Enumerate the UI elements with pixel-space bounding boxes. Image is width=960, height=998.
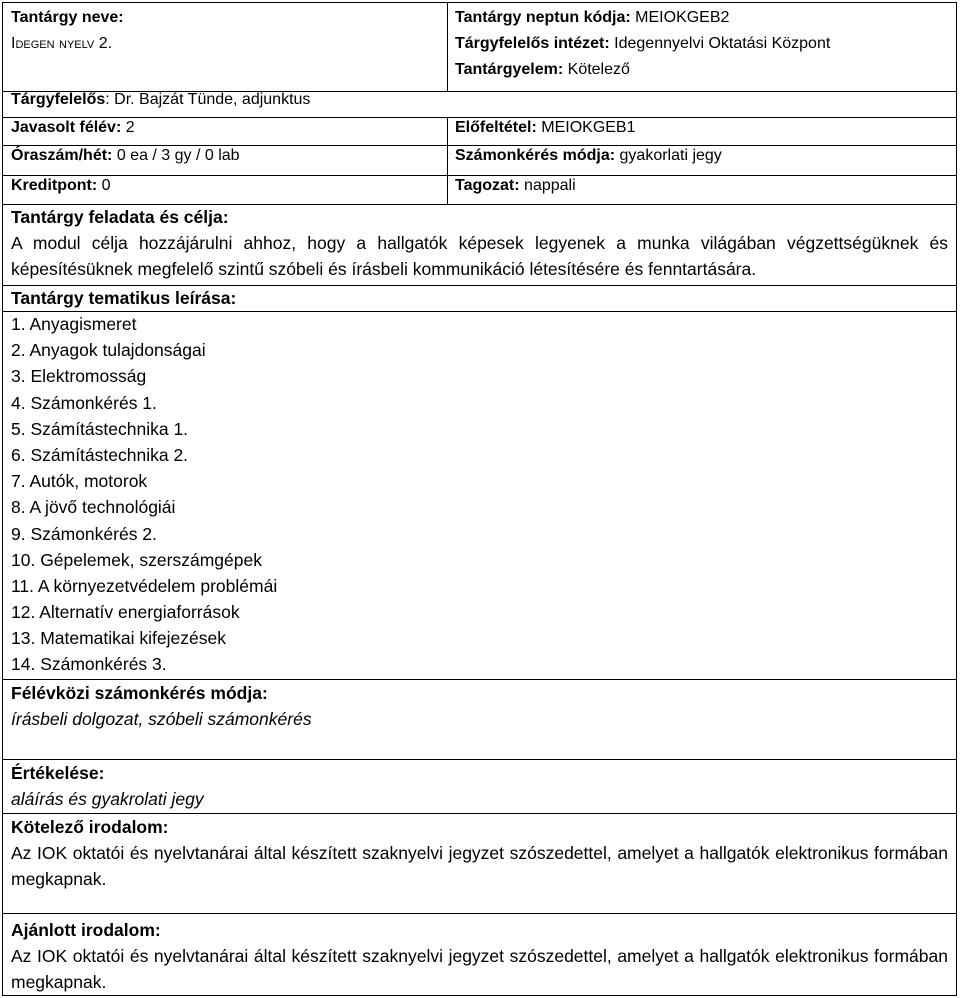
list-item: 7. Autók, motorok bbox=[11, 471, 148, 492]
required-literature-label: Kötelező irodalom: bbox=[11, 817, 169, 837]
list-item: 4. Számonkérés 1. bbox=[11, 392, 157, 413]
list-item: 8. A jövő technológiái bbox=[11, 497, 176, 518]
course-sheet bbox=[2, 2, 957, 996]
topics-list bbox=[3, 311, 956, 678]
course-name-value: Idegen nyelv 2. bbox=[11, 35, 113, 52]
course-element: Tantárgyelem: Kötelező bbox=[455, 61, 630, 78]
neptun-code: Tantárgy neptun kódja: MEIOKGEB2 bbox=[455, 9, 730, 26]
suggested-semester: Javasolt félév: 2 bbox=[11, 119, 135, 136]
recommended-literature-label: Ajánlott irodalom: bbox=[11, 920, 161, 940]
list-item: 14. Számonkérés 3. bbox=[11, 654, 167, 675]
required-literature-text: Az IOK oktatói és nyelvtanárai által készített szaknyelvi jegyzet szószedettel, amelyet a hallgatók elektronikus formában megkapnak. bbox=[11, 843, 948, 889]
assessment-method: Számonkérés módja: gyakorlati jegy bbox=[455, 147, 722, 164]
midterm-value: írásbeli dolgozat, szóbeli számonkérés bbox=[11, 709, 312, 729]
list-item: 12. Alternatív energiaforrások bbox=[11, 602, 240, 623]
divider bbox=[3, 117, 956, 118]
list-item: 6. Számítástechnika 2. bbox=[11, 444, 189, 465]
list-item: 11. A környezetvédelem problémái bbox=[11, 575, 278, 596]
course-goal-text: A modul célja hozzájárulni ahhoz, hogy a hallgatók képesek legyenek a munka világában végzettségüknek és képesítésüknek megfelelő szintű szóbeli és írásbeli kommunikáció létesítésére és fenntartására. bbox=[11, 233, 948, 279]
responsible-person: Tárgyfelelős: Dr. Bajzát Tünde, adjunktus bbox=[11, 91, 311, 108]
study-mode: Tagozat: nappali bbox=[455, 177, 576, 194]
credit-points: Kreditpont: 0 bbox=[11, 177, 111, 194]
divider bbox=[3, 175, 956, 176]
list-item: 9. Számonkérés 2. bbox=[11, 523, 157, 544]
divider bbox=[3, 145, 956, 146]
evaluation-label: Értékelése: bbox=[11, 763, 105, 783]
recommended-literature-text: Az IOK oktatói és nyelvtanárai által készített szaknyelvi jegyzet szószedettel, amelyet a hallgatók elektronikus formában megkapnak. bbox=[11, 946, 948, 992]
divider bbox=[3, 759, 956, 760]
evaluation-value: aláírás és gyakrolati jegy bbox=[11, 789, 204, 809]
list-item: 5. Számítástechnika 1. bbox=[11, 418, 189, 439]
weekly-hours: Óraszám/hét: 0 ea / 3 gy / 0 lab bbox=[11, 147, 240, 164]
divider bbox=[3, 913, 956, 914]
midterm-label: Félévközi számonkérés módja: bbox=[11, 683, 268, 703]
prerequisite: Előfeltétel: MEIOKGEB1 bbox=[455, 119, 636, 136]
list-item: 10. Gépelemek, szerszámgépek bbox=[11, 549, 262, 570]
topics-label: Tantárgy tematikus leírása: bbox=[11, 288, 237, 308]
course-name-label: Tantárgy neve: bbox=[11, 9, 124, 26]
list-item: 3. Elektromosság bbox=[11, 366, 147, 387]
list-item: 13. Matematikai kifejezések bbox=[11, 628, 226, 649]
list-item: 1. Anyagismeret bbox=[11, 314, 137, 334]
list-item: 2. Anyagok tulajdonságai bbox=[11, 340, 206, 361]
course-goal-label: Tantárgy feladata és célja: bbox=[11, 207, 229, 227]
responsible-institute: Tárgyfelelős intézet: Idegennyelvi Oktatási Központ bbox=[455, 35, 831, 52]
